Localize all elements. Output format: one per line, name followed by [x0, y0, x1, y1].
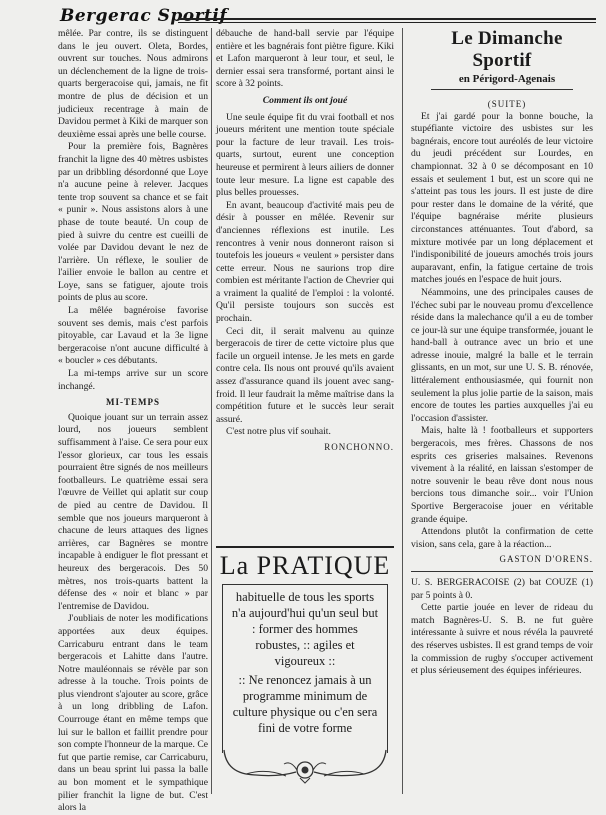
- column-2: [216, 28, 394, 454]
- ad-frame: [222, 584, 388, 753]
- ad-text: habituelle de tous les sports n'a aujourd'hui qu'un seul but : former des hommes robustes, :: agiles et vigoureux ::: [231, 590, 379, 668]
- paragraph: mêlée. Par contre, ils se distinguent dans le jeu ouvert. Oleta, Bordes, ouvrent sur touches. Nous admirons un déclenchement de la ligne de trois-quarts bergeracoise qui, jamais, ne fit montre de plus de décision et un judicieux recentrage à main de Davidou permet à Kiki de marquer son deuxième essai après une belle course.: [58, 28, 208, 140]
- column-divider-2: [402, 28, 403, 794]
- match-result: U. S. BERGERACOISE (2) bat COUZE (1) par 5 points à 0.: [411, 576, 593, 601]
- title-rule: [431, 89, 573, 90]
- paragraph: C'est notre plus vif souhait.: [226, 426, 331, 438]
- ad-top-rule: [216, 546, 394, 548]
- section-heading: MI-TEMPS: [106, 397, 160, 408]
- section-heading: Comment ils ont joué: [262, 94, 348, 106]
- article-title: Le Dimanche Sportif: [451, 28, 563, 71]
- ad-text: :: Ne renoncez jamais à un programme minimum de culture physique ou c'en sera fini de votre forme: [232, 673, 378, 735]
- paragraph: Ceci dit, il serait malvenu au quinze bergeracois de tirer de cette victoire plus que facile un orgueil intense. Je les mets en garde contre cela. Ils nous ont prouvé qu'ils avaient assez d'assurance quand ils jouent avec sang-froid. Il leur faudrait la même maîtrise dans la compétition future et le succès leur serait assuré.: [216, 325, 394, 425]
- newspaper-logo: Bergerac Sportif: [60, 6, 228, 26]
- signature: RONCHONNO.: [324, 442, 394, 452]
- column-divider-1: [211, 28, 212, 794]
- paragraph: En avant, beaucoup d'activité mais peu de désir à pousser en mêlée. Revenir sur d'anciennes réflexions est inutile. Les rencontres à venir nous donneront raison si toutefois les joueurs « veulent » persister dans cette erreur. Nous ne saurions trop dire combien est méritante l'action de Chevrier qui a vraiment la qualité de l'emploi : la volonté. Qu'il persiste toujours son succès est prochain.: [216, 199, 394, 325]
- paragraph: Mais, halte là ! footballeurs et supporters bergeracois, mes frères. Chassons de nos esprits ces griseries malsaines. Revenons vivement à la réalité, en laissan s'estomper de notre souvenir le beau rêve dont nous nous bercions tous dimanche soir... voir l'Union Sportive Bergeracoise jouer en véritable grande équipe.: [411, 425, 593, 525]
- masthead: [8, 4, 602, 28]
- paragraph: Une seule équipe fit du vrai football et nos joueurs méritent une mention toute spéciale pour la facture de leur travail. Les trois-quarts, surtout, eurent une conception heureuse et permirent à leurs ailiers de donner toute leur mesure. La ligne est capable des plus belles prouesses.: [216, 111, 394, 199]
- paragraph: Et j'ai gardé pour la bonne bouche, la stupéfiante victoire des usbistes sur les bagnérais, encore tout auréolés de leur victoire du jeudi précédent sur Lourdes, en championnat. 32 à 0 se décomposant en 10 essais et seulement 1 but, est un score qui ne s'atteint pas tous les jours. Il est juste de dire pour rester dans le domaine de la vérité, que l'équipe bagnéraise mérite plusieurs circonstances atténuantes. Tout d'abord, sa mixture motivée par un long déplacement et l'indisponibilité de joueurs amochés trois jours auparavant, enfin, la fatigue certaine de trois matches joués en l'espace de huit jours.: [411, 110, 593, 286]
- column-3: [411, 28, 593, 678]
- paragraph: La mi-temps arrive sur un score inchangé.: [58, 368, 208, 392]
- column-1: [58, 28, 208, 815]
- ad-title: La PRATIQUE: [219, 551, 391, 580]
- paragraph: Attendons plutôt la confirmation de cette vision, sans cela, gare à la réaction...: [411, 526, 593, 550]
- paragraph: Cette partie jouée en lever de rideau du match Bagnères-U. S. B. ne fut guère intéressante à suivre et nous révéla la pauvreté des réserves usbistes. Il est grand temps de voir la commission de rugby s'occuper activement et plus sérieusement des équipes inférieures.: [411, 602, 593, 677]
- paragraph: Néammoins, une des principales causes de l'échec subi par le nouveau promu d'excellence réside dans la malechance qu'il a eu de tomber ce jour-là sur une équipe transformée, jouant le hand-ball à outrance avec un brio et une adresse inouie, malgré la balle et le terrain glissants, en un mot, sur une U. S. B. rénovée, littéralement enthousiasmée, qui fournit non seulement la plus jolie partie de la saison, mais encore de toutes les parties auxquelles j'ai eu l'occasion d'assister.: [411, 286, 593, 424]
- paragraph: Quoique jouant sur un terrain assez lourd, nos joueurs semblent suffisamment à l'aise. Ce sera pour eux l'essor glorieux, car tous les essais pourraient être signés de nos meilleurs footballeurs. Le quatrième essai sera l'œuvre de Veillet qui aplatit sur coup de pied au centre de Davidou. Il semble que nos joueurs marqueront à chacune de leurs attaques des lignes arrières, car Bagnères se montre incapable à endiguer le flot pressant et heureux des bergeracois. Des 50 mètres, nos trois-quarts battent la défense des « noir et blanc » par l'entremise de Davidou.: [58, 411, 208, 612]
- signature: GASTON D'ORENS.: [499, 554, 593, 565]
- advertisement: [216, 546, 394, 796]
- ornament-icon: [216, 748, 394, 784]
- paragraph: J'oubliais de noter les modifications apportées aux deux équipes. Carricaburu entrant dans le team bergeracois et Lahitte dans l'autre. Notre mauléonnais se révèle par son adresse à la touche. Trois points de plus viendront s'ajouter au score, grâce à un long dribbling de Lafon. Courrouge étant en même temps que lui sur le ballon et faillit prendre pour son compte l'honneur de la marque. Ce fut que partie remise, car Carricaburu, dans un beau sprint lui passa la balle au bon moment et le sympathique pilier franchit la ligne de but. C'est alors la: [58, 613, 208, 814]
- article-subtitle: en Périgord-Agenais: [458, 73, 556, 85]
- paragraph: La mêlée bagnéroise favorise souvent ses demis, mais c'est parfois pitoyable, car Lavaud et la 3e ligne bergeracoise n'ont aucune difficulté à « boucler » ces débutants.: [58, 305, 208, 367]
- masthead-rule-thin: [178, 22, 596, 23]
- masthead-rule: [178, 18, 596, 20]
- continued-label: (SUITE): [487, 99, 527, 109]
- paragraph: Pour la première fois, Bagnères franchit la ligne des 40 mètres usbistes par un dribbling désordonné que Loye n'a aucune peine à relever. Jacques tente trop souvent sa chance et se fait « punir ». Nous assistons alors à une phase de toute beauté. Un coup de pied à suivre du centre est cueilli de volée par Davidou devant le nez de l'arrière. Un réflexe, le soulier de l'ailier envoie le ballon au centre et Loye, sans se fatiguer, ajoute trois points de plus au score.: [58, 141, 208, 304]
- paragraph: débauche de hand-ball servie par l'équipe entière et les bagnérais font piètre figure. Kiki et Lafon marqueront à leur tour, et seul, le dernier essai sera transformé, portant ainsi le score à 32 points.: [216, 28, 394, 90]
- section-rule: [411, 571, 593, 572]
